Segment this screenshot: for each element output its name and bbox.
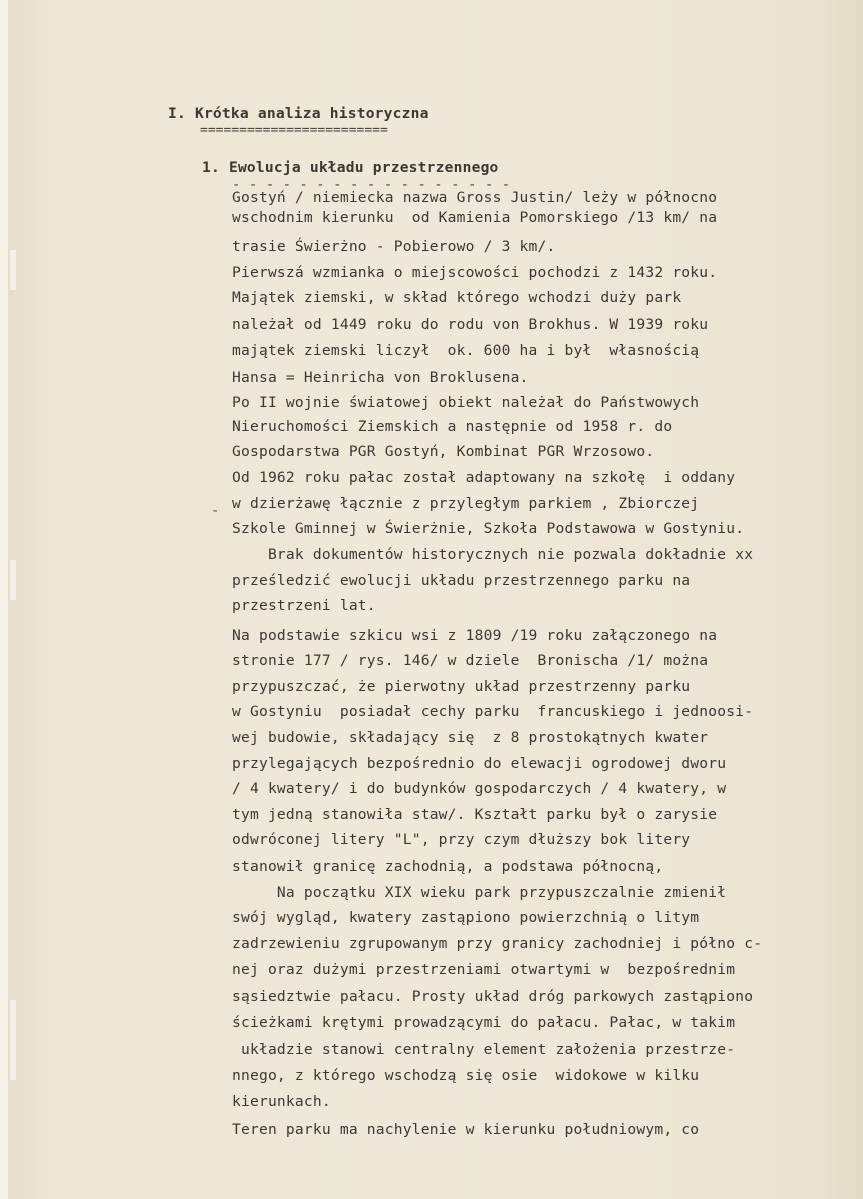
- text-line: Pierwszá wzmianka o miejscowości pochodzi z 1432 roku.: [232, 264, 718, 281]
- text-line: wej budowie, składający się z 8 prostokątnych kwater: [232, 729, 709, 746]
- text-line: Gospodarstwa PGR Gostyń, Kombinat PGR Wrzosowo.: [232, 443, 655, 460]
- text-line: należał od 1449 roku do rodu von Brokhus. W 1939 roku: [232, 316, 709, 333]
- text-line: Brak dokumentów historycznych nie pozwala dokładnie xx: [232, 546, 754, 563]
- text-line: odwróconej litery "L", przy czym dłuższy bok litery: [232, 831, 691, 848]
- text-line: stronie 177 / rys. 146/ w dziele Bronischa /1/ można: [232, 652, 709, 669]
- paper-fold-mark: [10, 250, 16, 290]
- section-heading: I. Krótka analiza historyczna: [168, 105, 429, 122]
- text-line: prześledzić ewolucji układu przestrzennego parku na: [232, 572, 691, 589]
- text-line: kierunkach.: [232, 1093, 331, 1110]
- text-line: Szkole Gminnej w Świerżnie, Szkoła Podstawowa w Gostyniu.: [232, 520, 745, 537]
- text-line: Teren parku ma nachylenie w kierunku południowym, co: [232, 1121, 700, 1138]
- text-line: przestrzeni lat.: [232, 597, 376, 614]
- text-line: w Gostyniu posiadał cechy parku francuskiego i jednoosi-: [232, 703, 754, 720]
- paper-edge: [0, 0, 8, 1199]
- text-line: Po II wojnie światowej obiekt należał do Państwowych: [232, 394, 700, 411]
- text-line: Na początku XIX wieku park przypuszczalnie zmienił: [232, 884, 727, 901]
- text-line: Na podstawie szkicu wsi z 1809 /19 roku załączonego na: [232, 627, 718, 644]
- text-line: wschodnim kierunku od Kamienia Pomorskiego /13 km/ na: [232, 209, 718, 226]
- text-line: Majątek ziemski, w skład którego wchodzi duży park: [232, 289, 682, 306]
- text-line: stanowił granicę zachodnią, a podstawa północną,: [232, 858, 664, 875]
- text-line: majątek ziemski liczył ok. 600 ha i był własnością: [232, 342, 700, 359]
- text-line: zadrzewieniu zgrupowanym przy granicy zachodniej i półno c-: [232, 935, 763, 952]
- margin-mark: -: [211, 503, 220, 519]
- text-line: ścieżkami krętymi prowadzącymi do pałacu. Pałac, w takim: [232, 1014, 736, 1031]
- text-line: przypuszczać, że pierwotny układ przestrzenny parku: [232, 678, 691, 695]
- heading-underline: ========================: [200, 123, 388, 138]
- text-line: Gostyń / niemiecka nazwa Gross Justin/ leży w północno: [232, 189, 718, 206]
- paper-fold-mark: [10, 560, 16, 600]
- text-line: przylegających bezpośrednio do elewacji ogrodowej dworu: [232, 755, 727, 772]
- text-line: Od 1962 roku pałac został adaptowany na szkołę i oddany: [232, 469, 736, 486]
- text-line: Nieruchomości Ziemskich a następnie od 1958 r. do: [232, 418, 673, 435]
- text-line: tym jedną stanowiła staw/. Kształt parku był o zarysie: [232, 806, 718, 823]
- text-line: w dzierżawę łącznie z przyległym parkiem , Zbiorczej: [232, 495, 700, 512]
- text-line: trasie Świerżno - Pobierowo / 3 km/.: [232, 238, 556, 255]
- text-line: sąsiedztwie pałacu. Prosty układ dróg parkowych zastąpiono: [232, 988, 754, 1005]
- text-line: swój wygląd, kwatery zastąpiono powierzchnią o litym: [232, 909, 700, 926]
- subsection-heading: 1. Ewolucja układu przestrzennego: [202, 159, 499, 176]
- text-line: / 4 kwatery/ i do budynków gospodarczych / 4 kwatery, w: [232, 780, 727, 797]
- text-line: nnego, z którego wschodzą się osie widokowe w kilku: [232, 1067, 700, 1084]
- subheading-underline: - - - - - - - - - - - - - - - - -: [232, 177, 511, 193]
- text-line: Hansa = Heinricha von Broklusena.: [232, 369, 529, 386]
- text-line: nej oraz dużymi przestrzeniami otwartymi w bezpośrednim: [232, 961, 736, 978]
- paper-fold-mark: [10, 1000, 16, 1080]
- text-line: układzie stanowi centralny element założenia przestrze-: [232, 1041, 736, 1058]
